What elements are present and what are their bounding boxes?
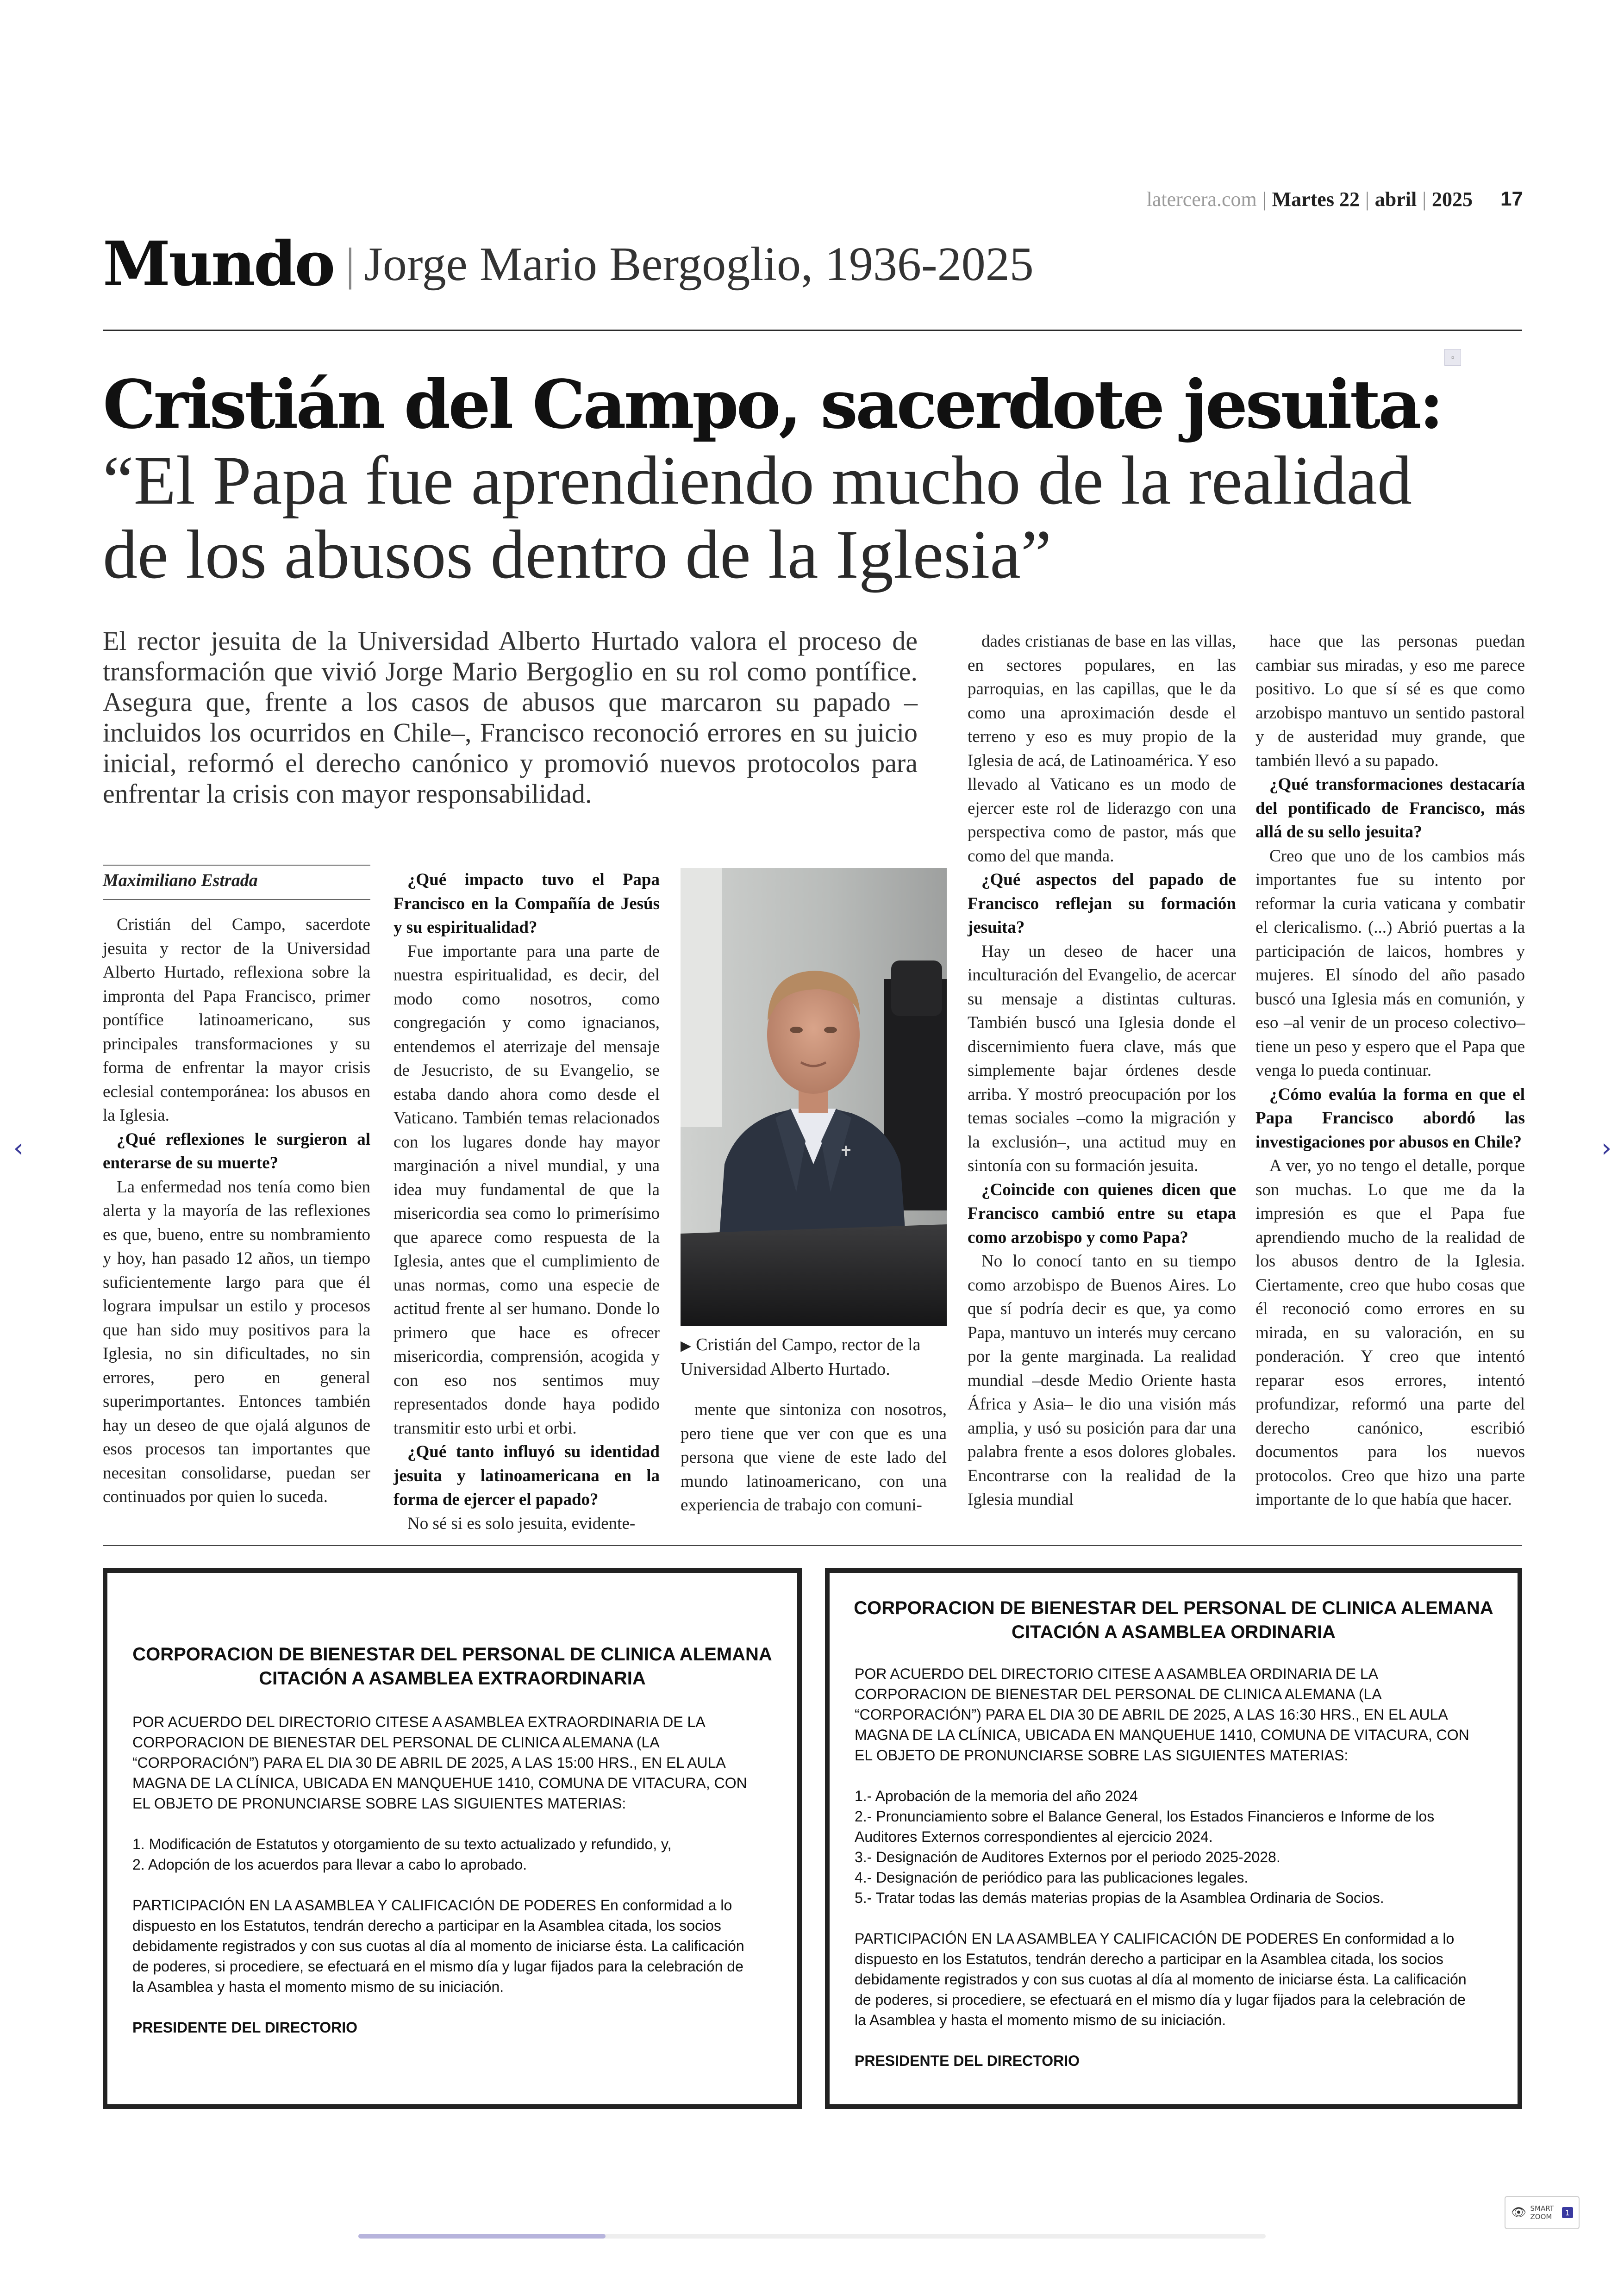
smart-zoom-badge: 1 [1562,2207,1573,2218]
notice-org: CORPORACION DE BIENESTAR DEL PERSONAL DE CLINICA ALEMANA [132,1644,772,1665]
headline [103,366,1492,592]
interview-question: ¿Qué aspectos del papado de Francisco reflejan su formación jesuita? [968,870,1236,937]
notice-item: 4.- Designación de periódico para las publicaciones legales. [855,1869,1249,1886]
headline-lead: Cristián del Campo, sacerdote jesuita: [103,365,1442,443]
notice-participacion: PARTICIPACIÓN EN LA ASAMBLEA Y CALIFICACIÓN DE PODERES En conformidad a lo dispuesto en los Estatutos, tendrán derecho a participar en la Asamblea citada, los socios debidamente registrados y con sus cuotas al día al momento de iniciarse ésta. La calificación de poderes, si procediere, se efectuará en el mismo día y lugar fijados para la celebración de la Asamblea y hasta el momento mismo de su iniciación. [855,1930,1467,2028]
notice-asamblea-ordinaria [825,1568,1522,2109]
notice-title: CITACIÓN A ASAMBLEA EXTRAORDINARIA [259,1668,646,1689]
notice-item: 1. Modificación de Estatutos y otorgamiento de su texto actualizado y refundido, y, [132,1836,672,1852]
eye-icon: 👁 [1511,2206,1527,2220]
portrait-photo [681,868,947,1326]
smart-zoom-label: SMART ZOOM [1530,2204,1554,2221]
caption-text: Cristián del Campo, rector de la Universidad Alberto Hurtado. [681,1335,921,1379]
page-number: 17 [1500,187,1523,210]
article-column-1 [103,913,370,1509]
notice-items [132,1834,748,1875]
article-paragraph: mente que sintoniza con nosotros, pero tiene que ver con que es una persona que viene de este lado del mundo latinoamericano, con una experiencia de trabajo con comuni- [681,1400,947,1515]
notice-item: 5.- Tratar todas las demás materias propias de la Asamblea Ordinaria de Socios. [855,1890,1384,1906]
interview-question: ¿Qué reflexiones le surgieron al enterarse de su muerte? [103,1129,370,1172]
article-column-4 [968,630,1236,1512]
section-title: Mundo [103,228,334,300]
notice-participacion: PARTICIPACIÓN EN LA ASAMBLEA Y CALIFICACIÓN DE PODERES En conformidad a lo dispuesto en los Estatutos, tendrán derecho a participar en la Asamblea citada, los socios debidamente registrados y con sus cuotas al día al momento de iniciarse ésta. La calificación de poderes, si procediere, se efectuará en el mismo día y lugar fijados para la celebración de la Asamblea y hasta el momento mismo de su iniciación. [132,1897,744,1995]
section-divider: | [345,238,355,290]
article-paragraph: No lo conocí tanto en su tiempo como arzobispo de Buenos Aires. Lo que sí podría decir es que, ya como Papa, mantuvo un interés muy cercano por la gente marginada. La realidad mundial –desde Medio Oriente hasta África y Asia– le dio una visión más amplia, y usó su posición para dar una palabra frente a esos dolores globales. Encontrarse con la realidad de la Iglesia mundial [968,1252,1236,1509]
section-header [103,227,1034,301]
article-paragraph: hace que las personas puedan cambiar sus miradas, y eso me parece positivo. Lo que sí sé es que como arzobispo mantuvo un sentido pastoral y de austeridad muy grande, que también llevó a su papado. [1255,632,1525,770]
interview-question: ¿Coincide con quienes dicen que Francisco cambió entre su etapa como arzobispo y como Papa? [968,1180,1236,1247]
site-name: latercera.com [1146,187,1257,211]
notice-intro: POR ACUERDO DEL DIRECTORIO CITESE A ASAMBLEA EXTRAORDINARIA DE LA CORPORACION DE BIENESTAR DEL PERSONAL DE CLINICA ALEMANA (LA “CORPORACIÓN”) PARA EL DIA 30 DE ABRIL DE 2025, A LAS 15:00 HRS., EN EL AULA MAGNA DE LA CLÍNICA, UBICADA EN MANQUEHUE 1410, COMUNA DE VITACURA, CON EL OBJETO DE PRONUNCIARSE SOBRE LAS SIGUIENTES MATERIAS: [132,1714,747,1812]
previous-page-chevron-icon[interactable]: ‹ [13,1133,24,1163]
notice-intro: POR ACUERDO DEL DIRECTORIO CITESE A ASAMBLEA ORDINARIA DE LA CORPORACION DE BIENESTAR DEL PERSONAL DE CLINICA ALEMANA (LA “CORPORACIÓN”) PARA EL DIA 30 DE ABRIL DE 2025, A LAS 16:30 HRS., EN EL AULA MAGNA DE LA CLÍNICA, UBICADA EN MANQUEHUE 1410, COMUNA DE VITACURA, CON EL OBJETO DE PRONUNCIARSE SOBRE LAS SIGUIENTES MATERIAS: [855,1665,1469,1764]
year: 2025 [1432,187,1473,211]
page-scrollbar-thumb[interactable] [358,2234,606,2239]
article-column-3 [681,1398,947,1517]
caption-arrow-icon: ▶ [681,1338,692,1353]
interview-question: ¿Qué tanto influyó su identidad jesuita y latinoamericana en la forma de ejercer el papado? [394,1442,660,1509]
notice-title: CITACIÓN A ASAMBLEA ORDINARIA [1012,1622,1336,1642]
notice-asamblea-extraordinaria [103,1568,802,2109]
article-deck: El rector jesuita de la Universidad Alberto Hurtado valora el proceso de transformación que vivió Jorge Mario Bergoglio en su rol como pontífice. Asegura que, frente a los casos de abusos que marcaron su papado –incluidos los ocurridos en Chile–, Francisco reconoció errores en su juicio inicial, reformó el derecho canónico y promovió nuevos protocolos para enfrentar la crisis con mayor responsabilidad. [103,626,918,809]
corner-marker-icon: ▫ [1444,349,1461,366]
article-paragraph: La enfermedad nos tenía como bien alerta y la mayoría de las reflexiones es que, bueno, entre su nombramiento y hoy, han pasado 12 años, un tiempo suficientemente largo para que él lograra impulsar un estilo y procesos que han sido muy positivos para la Iglesia, no sin dificultades, no sin errores, pero en general superimportantes. Entonces también hay un deseo de que ojalá algunos de esos procesos tan importantes que necesitan consolidarse, puedan ser continuados por quien lo suceda. [103,1177,370,1506]
month: abril [1374,187,1417,211]
interview-question: ¿Qué impacto tuvo el Papa Francisco en la Compañía de Jesús y su espiritualidad? [394,870,660,937]
article-paragraph: Hay un deseo de hacer una inculturación del Evangelio, de acercar su mensaje a distintas culturas. También buscó una Iglesia donde el discernimiento fuera clave, más que simplemente bajar órdenes desde arriba. Y mostró preocupación por los temas sociales –como la migración y la exclusión–, una actitud muy en sintonía con su formación jesuita. [968,942,1236,1175]
notice-items [855,1786,1470,1908]
notice-signature: PRESIDENTE DEL DIRECTORIO [132,2019,357,2036]
article-paragraph: No sé si es solo jesuita, evidente- [407,1514,636,1533]
header-rule [103,330,1522,331]
photo-caption [681,1333,947,1381]
smart-zoom-button[interactable] [1505,2196,1580,2229]
interview-question: ¿Qué transformaciones destacaría del pontificado de Francisco, más allá de su sello jesuita? [1255,775,1525,842]
interview-question: ¿Cómo evalúa la forma en que el Papa Francisco abordó las investigaciones por abusos en Chile? [1255,1085,1525,1152]
article-paragraph: Cristián del Campo, sacerdote jesuita y rector de la Universidad Alberto Hurtado, reflexiona sobre la impronta del Papa Francisco, primer pontífice latinoamericano, sus principales transformaciones y su forma de enfrentar la mayor crisis eclesial contemporánea: los abusos en la Iglesia. [103,915,370,1125]
article-column-5 [1255,630,1525,1512]
article-bottom-rule [103,1545,1522,1546]
notice-org: CORPORACION DE BIENESTAR DEL PERSONAL DE CLINICA ALEMANA [854,1598,1493,1618]
article-paragraph: A ver, yo no tengo el detalle, porque son muchas. Lo que me da la impresión es que el Papa fue aprendiendo mucho de la realidad de los abusos dentro de la Iglesia. Ciertamente, creo que hubo cosas que él reconoció como errores en su mirada, en su valoración, en su ponderación. Y creo que intentó reparar esos errores, intentó profundizar, reformó una parte del derecho canónico, escribió documentos para los nuevos protocolos. Creo que hizo una parte importante de lo que había que hacer. [1255,1156,1525,1509]
notice-signature: PRESIDENTE DEL DIRECTORIO [855,2052,1080,2069]
section-subtitle: Jorge Mario Bergoglio, 1936-2025 [364,237,1034,291]
article-paragraph: dades cristianas de base en las villas, en sectores populares, en las parroquias, en las capillas, que le da como una aproximación desde el terreno y eso es muy propio de la Iglesia de acá, de Latinoamérica. Y eso llevado al Vaticano es un modo de ejercer este rol de liderazgo con una perspectiva como de pastor, más que como del que manda. [968,632,1236,866]
notice-body [132,1712,748,2058]
notice-item: 2. Adopción de los acuerdos para llevar a cabo lo aprobado. [132,1856,527,1873]
notice-item: 2.- Pronunciamiento sobre el Balance General, los Estados Financieros e Informe de los Auditores Externos correspondientes al ejercicio 2024. [855,1808,1435,1845]
article-paragraph: Fue importante para una parte de nuestra espiritualidad, es decir, del modo como nosotros, como congregación y como ignacianos, entendemos el aterrizaje del mensaje de Jesucristo, de su Evangelio, se estaba dando ahora como desde el Vaticano. También temas relacionados con los lugares donde hay mayor marginación a nivel mundial, y una idea muy fundamental de que la misericordia sea como lo primerísimo que aparece como respuesta de la Iglesia, antes que el cumplimiento de unas normas, como una especie de actitud frente al ser humano. Donde lo primero que hace es ofrecer misericordia, comprensión, acogida y con eso nos sentimos muy representados donde haya podido transmitir esto urbi et orbi. [394,942,660,1438]
weekday: Martes [1272,187,1334,211]
article-column-2 [394,868,660,1535]
page-folio: latercera.com | Martes 22 | abril | 2025 17 [1146,187,1523,211]
day: 22 [1339,187,1360,211]
byline: Maximiliano Estrada [103,871,258,890]
article-paragraph: Creo que uno de los cambios más importantes fue su intento por reformar la curia vaticana y combatir el clericalismo. (...) Abrió puertas a la participación de laicos, hombres y mujeres. El sínodo del año pasado buscó una Iglesia más en comunión, y eso –al venir de un proceso colectivo– tiene un peso y espero que el Papa que venga lo pueda continuar. [1255,846,1525,1080]
notice-item: 3.- Designación de Auditores Externos por el periodo 2025-2028. [855,1849,1280,1865]
next-page-chevron-icon[interactable]: › [1601,1133,1612,1163]
notice-body [855,1664,1470,2091]
byline-rule-top [103,865,370,866]
notice-item: 1.- Aprobación de la memoria del año 2024 [855,1788,1138,1804]
byline-rule-bottom [103,899,370,900]
headline-quote: “El Papa fue aprendiendo mucho de la realidad de los abusos dentro de la Iglesia” [103,442,1412,593]
